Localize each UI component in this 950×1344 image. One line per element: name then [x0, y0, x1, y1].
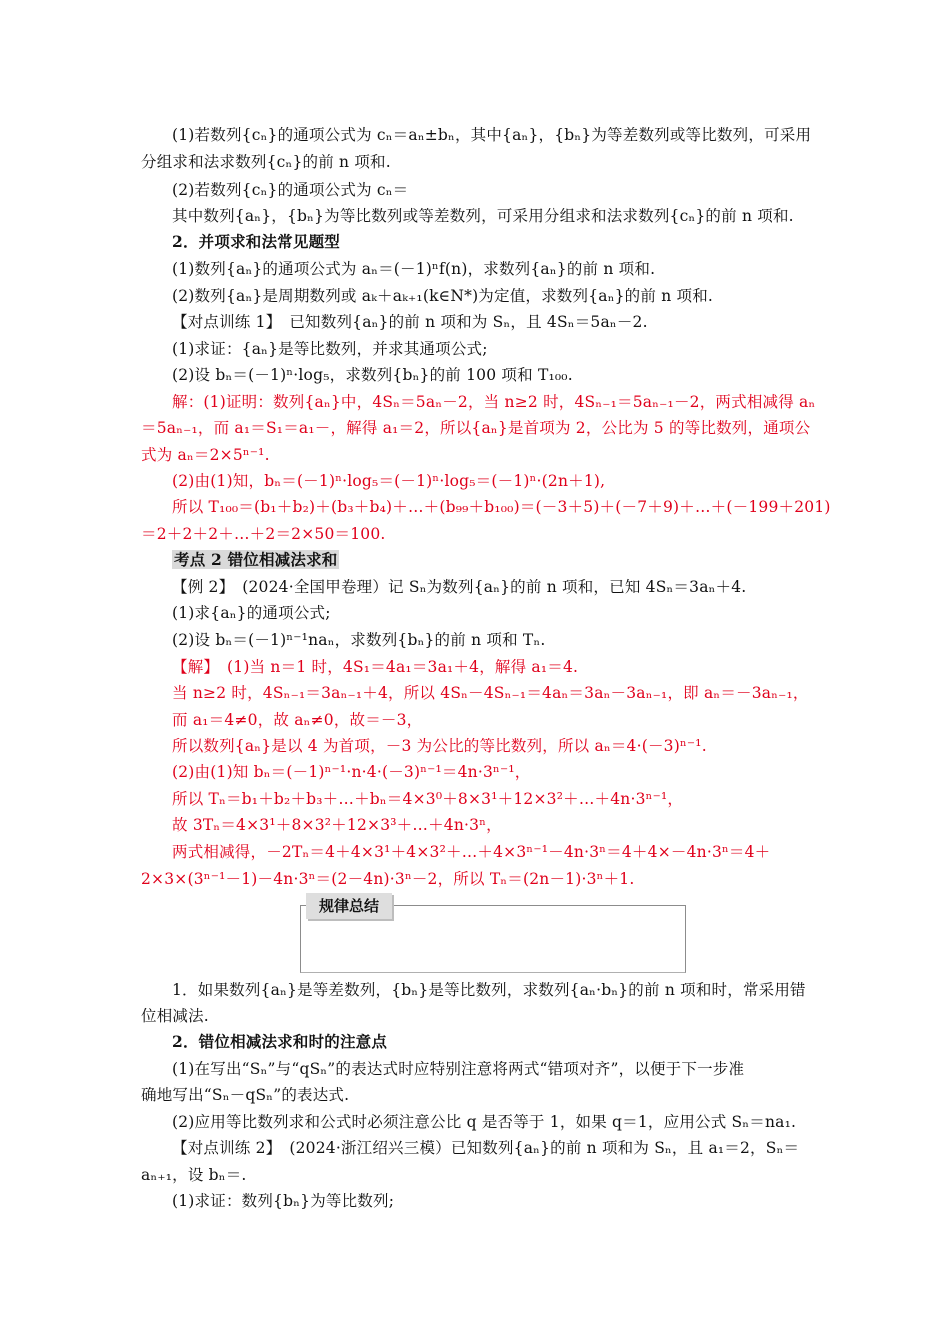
text-line: (1)求{aₙ}的通项公式; — [172, 604, 331, 622]
solution-line: 式为 aₙ＝2×5ⁿ⁻¹. — [141, 446, 270, 464]
exercise-title: 【对点训练 2】 (2024·浙江绍兴三模）已知数列{aₙ}的前 n 项和为 Sₙ，且 a₁＝2，Sₙ＝ — [172, 1139, 800, 1157]
solution-line: (2)由(1)知 bₙ＝(－1)ⁿ⁻¹·n·4·(－3)ⁿ⁻¹＝4n·3ⁿ⁻¹， — [172, 763, 531, 781]
text-line: (2)设 bₙ＝(－1)ⁿ⁻¹naₙ，求数列{bₙ}的前 n 项和 Tₙ. — [172, 631, 546, 649]
text-line: 确地写出“Sₙ－qSₙ”的表达式. — [141, 1086, 350, 1104]
example-title: 【例 2】 (2024·全国甲卷理）记 Sₙ为数列{aₙ}的前 n 项和，已知 4Sₙ＝3aₙ＋4. — [172, 578, 747, 596]
solution-line: 两式相减得，－2Tₙ＝4＋4×3¹＋4×3²＋…＋4×3ⁿ⁻¹－4n·3ⁿ＝4＋4×－4n·3ⁿ＝4＋ — [172, 843, 771, 861]
solution-line: 故 3Tₙ＝4×3¹＋8×3²＋12×3³＋…＋4n·3ⁿ， — [172, 816, 502, 834]
solution-line: 而 a₁＝4≠0，故 aₙ≠0，故＝－3， — [172, 711, 423, 729]
text-line: (2)设 bₙ＝(－1)ⁿ·log₅，求数列{bₙ}的前 100 项和 T₁₀₀. — [172, 366, 573, 384]
text-line: (2)若数列{cₙ}的通项公式为 cₙ＝ — [172, 181, 409, 199]
text-line: (1)数列{aₙ}的通项公式为 aₙ＝(－1)ⁿf(n)，求数列{aₙ}的前 n 项和. — [172, 260, 656, 278]
text-line: aₙ₊₁，设 bₙ＝. — [141, 1166, 247, 1184]
solution-line: (2)由(1)知，bₙ＝(－1)ⁿ·log₅＝(－1)ⁿ·log₅＝(－1)ⁿ·(2n＋1), — [172, 472, 606, 490]
topic-heading — [172, 550, 339, 570]
solution-line: 解：(1)证明：数列{aₙ}中，4Sₙ＝5aₙ－2，当 n≥2 时，4Sₙ₋₁＝5aₙ₋₁－2，两式相减得 aₙ — [172, 393, 816, 411]
solution-line: 【解】 (1)当 n＝1 时，4S₁＝4a₁＝3a₁＋4，解得 a₁＝4. — [172, 658, 579, 676]
text-line: 分组求和法求数列{cₙ}的前 n 项和. — [141, 153, 391, 171]
text-line: (2)应用等比数列求和公式时必须注意公比 q 是否等于 1，如果 q＝1，应用公式 Sₙ＝na₁. — [172, 1113, 797, 1131]
text-line: 位相减法. — [141, 1007, 209, 1025]
exercise-title: 【对点训练 1】 已知数列{aₙ}的前 n 项和为 Sₙ，且 4Sₙ＝5aₙ－2. — [172, 313, 648, 331]
solution-line: ＝2＋2＋2＋…＋2＝2×50＝100. — [141, 525, 386, 543]
section-heading: 2．错位相减法求和时的注意点 — [172, 1032, 388, 1051]
text-line: (1)在写出“Sₙ”与“qSₙ”的表达式时应特别注意将两式“错项对齐”，以便于下一步准 — [172, 1060, 745, 1078]
text-line: 1．如果数列{aₙ}是等差数列，{bₙ}是等比数列，求数列{aₙ·bₙ}的前 n 项和时，常采用错 — [172, 981, 806, 999]
text-line: (1)求证：数列{bₙ}为等比数列; — [172, 1192, 395, 1210]
topic-heading-label: 考点 2 错位相减法求和 — [174, 550, 338, 569]
solution-line: 所以数列{aₙ}是以 4 为首项，－3 为公比的等比数列，所以 aₙ＝4·(－3)ⁿ⁻¹. — [172, 737, 707, 755]
text-line: (1)若数列{cₙ}的通项公式为 cₙ＝aₙ±bₙ，其中{aₙ}，{bₙ}为等差数列或等比数列，可采用 — [172, 126, 812, 144]
solution-line: ＝5aₙ₋₁，而 a₁＝S₁＝a₁－，解得 a₁＝2，所以{aₙ}是首项为 2，公比为 5 的等比数列，通项公 — [141, 419, 811, 437]
text-line: (1)求证：{aₙ}是等比数列，并求其通项公式; — [172, 340, 488, 358]
text-line: (2)数列{aₙ}是周期数列或 aₖ＋aₖ₊₁(k∈N*)为定值，求数列{aₙ}的前 n 项和. — [172, 287, 714, 305]
solution-line: 当 n≥2 时，4Sₙ₋₁＝3aₙ₋₁＋4，所以 4Sₙ－4Sₙ₋₁＝4aₙ＝3aₙ－3aₙ₋₁，即 aₙ＝－3aₙ₋₁， — [172, 684, 809, 702]
solution-line: 2×3×(3ⁿ⁻¹－1)－4n·3ⁿ＝(2－4n)·3ⁿ－2，所以 Tₙ＝(2n－1)·3ⁿ＋1. — [141, 870, 635, 888]
summary-box-title: 规律总结 — [306, 893, 392, 919]
solution-line: 所以 T₁₀₀＝(b₁＋b₂)＋(b₃＋b₄)＋…＋(b₉₉＋b₁₀₀)＝(－3＋5)＋(－7＋9)＋…＋(－199＋201) — [172, 498, 831, 516]
section-heading: 2．并项求和法常见题型 — [172, 232, 340, 251]
solution-line: 所以 Tₙ＝b₁＋b₂＋b₃＋…＋bₙ＝4×3⁰＋8×3¹＋12×3²＋…＋4n·3ⁿ⁻¹， — [172, 790, 684, 808]
text-line: 其中数列{aₙ}，{bₙ}为等比数列或等差数列，可采用分组求和法求数列{cₙ}的前 n 项和. — [172, 207, 794, 225]
